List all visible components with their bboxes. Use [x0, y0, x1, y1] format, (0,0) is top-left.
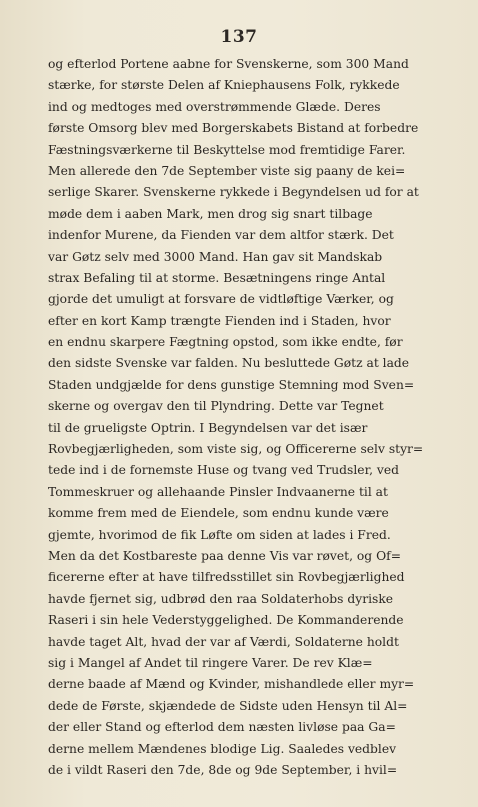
text-line-content: efter en kort Kamp trængte Fienden ind i Staden, hvor: [48, 313, 391, 328]
text-line-content: møde dem i aaben Mark, men drog sig snart tilbage: [48, 206, 373, 221]
text-line: [48, 439, 428, 460]
text-line: [48, 204, 428, 225]
text-line-content: derne mellem Mændenes blodige Lig. Saaledes vedblev: [48, 741, 397, 756]
text-line: [48, 225, 428, 246]
text-line: [48, 182, 428, 203]
text-line: [48, 546, 428, 567]
text-line-content: Men da det Kostbareste paa denne Vis var røvet, og Of=: [48, 548, 402, 563]
text-line-content: dede de Første, skjændede de Sidste uden Hensyn til Al=: [48, 698, 408, 713]
text-line: [48, 289, 428, 310]
text-line: [48, 396, 428, 417]
page-number: 137: [220, 27, 258, 47]
text-line: [48, 118, 428, 139]
text-line-content: der eller Stand og efterlod dem næsten livløse paa Ga=: [48, 720, 396, 735]
text-line-content: indenfor Murene, da Fienden var dem altfor stærk. Det: [48, 228, 394, 243]
text-line-content: de i vildt Raseri den 7de, 8de og 9de September, i hvil=: [48, 762, 398, 777]
text-line-content: var Gøtz selv med 3000 Mand. Han gav sit Mandskab: [48, 249, 383, 264]
text-line-content: skerne og overgav den til Plyndring. Dette var Tegnet: [48, 399, 384, 414]
text-line-content: Men allerede den 7de September viste sig paany de kei=: [48, 163, 406, 178]
text-line: [48, 75, 428, 96]
text-line: [48, 247, 428, 268]
text-line: [48, 653, 428, 674]
text-line-content: gjorde det umuligt at forsvare de vidtløftige Værker, og: [48, 292, 394, 307]
text-line: [48, 268, 428, 289]
text-line: [48, 97, 428, 118]
text-line: [48, 353, 428, 374]
text-line: [48, 503, 428, 524]
text-line: [48, 418, 428, 439]
text-line-content: havde fjernet sig, udbrød den raa Soldaterhobs dyriske: [48, 591, 394, 606]
text-line: [48, 375, 428, 396]
text-line-content: Fæstningsværkerne til Beskyttelse mod fremtidige Farer.: [48, 142, 406, 157]
text-line: [48, 760, 428, 781]
text-line-content: stærke, for største Delen af Kniephausens Folk, rykkede: [48, 78, 400, 93]
text-line-content: tede ind i de fornemste Huse og tvang ved Trudsler, ved: [48, 463, 400, 478]
text-line: [48, 332, 428, 353]
text-line-content: gjemte, hvorimod de fik Løfte om siden at lades i Fred.: [48, 527, 391, 542]
text-line-content: strax Befaling til at storme. Besætningens ringe Antal: [48, 270, 386, 285]
text-line-content: første Omsorg blev med Borgerskabets Bistand at forbedre: [48, 121, 419, 136]
text-line: [48, 739, 428, 760]
text-line: [48, 696, 428, 717]
text-line: [48, 54, 428, 75]
text-line: [48, 161, 428, 182]
text-line: [48, 460, 428, 481]
text-line-content: og efterlod Portene aabne for Svenskerne, som 300 Mand: [48, 57, 409, 71]
body-text: [48, 54, 428, 781]
text-line-content: Tommeskruer og allehaande Pinsler Indvaanerne til at: [48, 484, 388, 499]
text-line-content: den sidste Svenske var falden. Nu besluttede Gøtz at lade: [48, 356, 410, 371]
text-line-content: en endnu skarpere Fægtning opstod, som ikke endte, før: [48, 335, 403, 350]
text-line: [48, 610, 428, 631]
text-line: [48, 311, 428, 332]
text-line-content: til de grueligste Optrin. I Begyndelsen var det især: [48, 420, 368, 435]
text-line-content: ficererne efter at have tilfredsstillet sin Rovbegjærlighed: [48, 570, 405, 585]
text-line-content: serlige Skarer. Svenskerne rykkede i Begyndelsen ud for at: [48, 185, 419, 200]
text-line-content: komme frem med de Eiendele, som endnu kunde være: [48, 506, 389, 521]
text-line: [48, 589, 428, 610]
text-line-content: ind og medtoges med overstrømmende Glæde. Deres: [48, 99, 381, 114]
text-line: [48, 525, 428, 546]
text-line: [48, 567, 428, 588]
text-line-content: derne baade af Mænd og Kvinder, mishandlede eller myr=: [48, 677, 415, 692]
text-line-content: sig i Mangel af Andet til ringere Varer. De rev Klæ=: [48, 655, 373, 670]
text-line-content: havde taget Alt, hvad der var af Værdi, Soldaterne holdt: [48, 634, 399, 649]
text-line: [48, 717, 428, 738]
text-line-content: Staden undgjælde for dens gunstige Stemning mod Sven=: [48, 377, 415, 392]
text-line: [48, 674, 428, 695]
text-line: [48, 482, 428, 503]
text-line: [48, 140, 428, 161]
text-line: [48, 632, 428, 653]
text-line-content: Rovbegjærligheden, som viste sig, og Officererne selv styr=: [48, 442, 424, 457]
text-line-content: Raseri i sin hele Vederstyggelighed. De Kommanderende: [48, 613, 404, 628]
